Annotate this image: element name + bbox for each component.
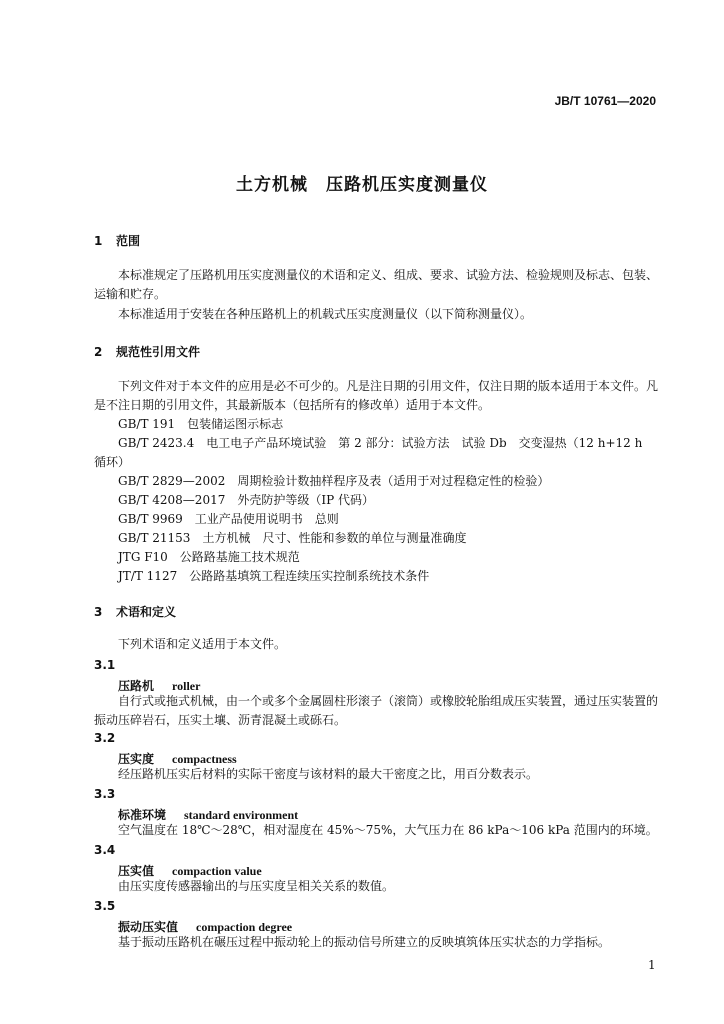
- term-en: compaction degree: [196, 920, 293, 934]
- reference-item: JT/T 1127 公路路基填筑工程连续压实控制系统技术条件: [118, 569, 430, 583]
- term-definition: 自行式或拖式机械，由一个或多个金属圆柱形滚子（滚筒）或橡胶轮胎组成压实装置，通过压实装置的振动压碎岩石，压实土壤、沥青混凝土或砾石。: [94, 694, 659, 727]
- reference-item: JTG F10 公路路基施工技术规范: [118, 550, 300, 564]
- reference-item: GB/T 2829—2002 周期检验计数抽样程序及表（适用于对过程稳定性的检验）: [118, 474, 550, 488]
- reference-item: GB/T 21153 土方机械 尺寸、性能和参数的单位与测量准确度: [118, 531, 467, 545]
- term-zh: 压实度: [118, 752, 155, 766]
- term-en: compactness: [172, 752, 237, 766]
- term-definition: 空气温度在 18℃～28℃，相对湿度在 45%～75%，大气压力在 86 kPa～106 kPa 范围内的环境。: [118, 823, 658, 837]
- standard-number: JB/T 10761—2020: [554, 94, 656, 108]
- term-definition: 由压实度传感器输出的与压实度呈相关关系的数值。: [118, 879, 395, 893]
- term-number: 3.4: [94, 843, 116, 857]
- section-number: 1: [94, 234, 103, 248]
- term-en: roller: [172, 679, 201, 693]
- term-zh: 振动压实值: [118, 920, 179, 934]
- paragraph: 下列文件对于本文件的应用是必不可少的。凡是注日期的引用文件，仅注日期的版本适用于本文件。凡是不注日期的引用文件，其最新版本（包括所有的修改单）适用于本文件。: [94, 379, 659, 412]
- term-number: 3.1: [94, 658, 116, 672]
- reference-item: GB/T 4208—2017 外壳防护等级（IP 代码）: [118, 493, 374, 507]
- document-title: 土方机械 压路机压实度测量仪: [236, 175, 488, 195]
- paragraph: 下列术语和定义适用于本文件。: [118, 637, 287, 651]
- term-number: 3.2: [94, 731, 116, 745]
- term-number: 3.5: [94, 899, 116, 913]
- section-title: 范围: [116, 234, 141, 248]
- term-en: standard environment: [184, 808, 299, 822]
- term-zh: 标准环境: [118, 808, 167, 822]
- section-title: 规范性引用文件: [116, 345, 201, 359]
- section-number: 2: [94, 345, 103, 359]
- paragraph: 本标准规定了压路机用压实度测量仪的术语和定义、组成、要求、试验方法、检验规则及标志、包装、运输和贮存。: [94, 268, 659, 301]
- section-3-heading: [94, 603, 176, 620]
- page-number: 1: [648, 958, 656, 972]
- term-zh: 压实值: [118, 864, 155, 878]
- term-en: compaction value: [172, 864, 262, 878]
- term-number: 3.3: [94, 787, 116, 801]
- reference-item: GB/T 191 包装储运图示标志: [118, 417, 284, 431]
- term-definition: 经压路机压实后材料的实际干密度与该材料的最大干密度之比，用百分数表示。: [118, 767, 539, 781]
- term-zh: 压路机: [118, 679, 155, 693]
- reference-item: GB/T 2423.4 电工电子产品环境试验 第 2 部分：试验方法 试验 Db 交变湿热（12 h+12 h 循环）: [94, 436, 643, 469]
- section-number: 3: [94, 605, 103, 619]
- section-2-heading: [94, 343, 200, 360]
- term-definition: 基于振动压路机在碾压过程中振动轮上的振动信号所建立的反映填筑体压实状态的力学指标。: [118, 935, 611, 949]
- paragraph: 本标准适用于安装在各种压路机上的机载式压实度测量仪（以下简称测量仪）。: [118, 307, 533, 321]
- reference-item: GB/T 9969 工业产品使用说明书 总则: [118, 512, 339, 526]
- section-title: 术语和定义: [116, 605, 177, 619]
- section-1-heading: [94, 232, 140, 249]
